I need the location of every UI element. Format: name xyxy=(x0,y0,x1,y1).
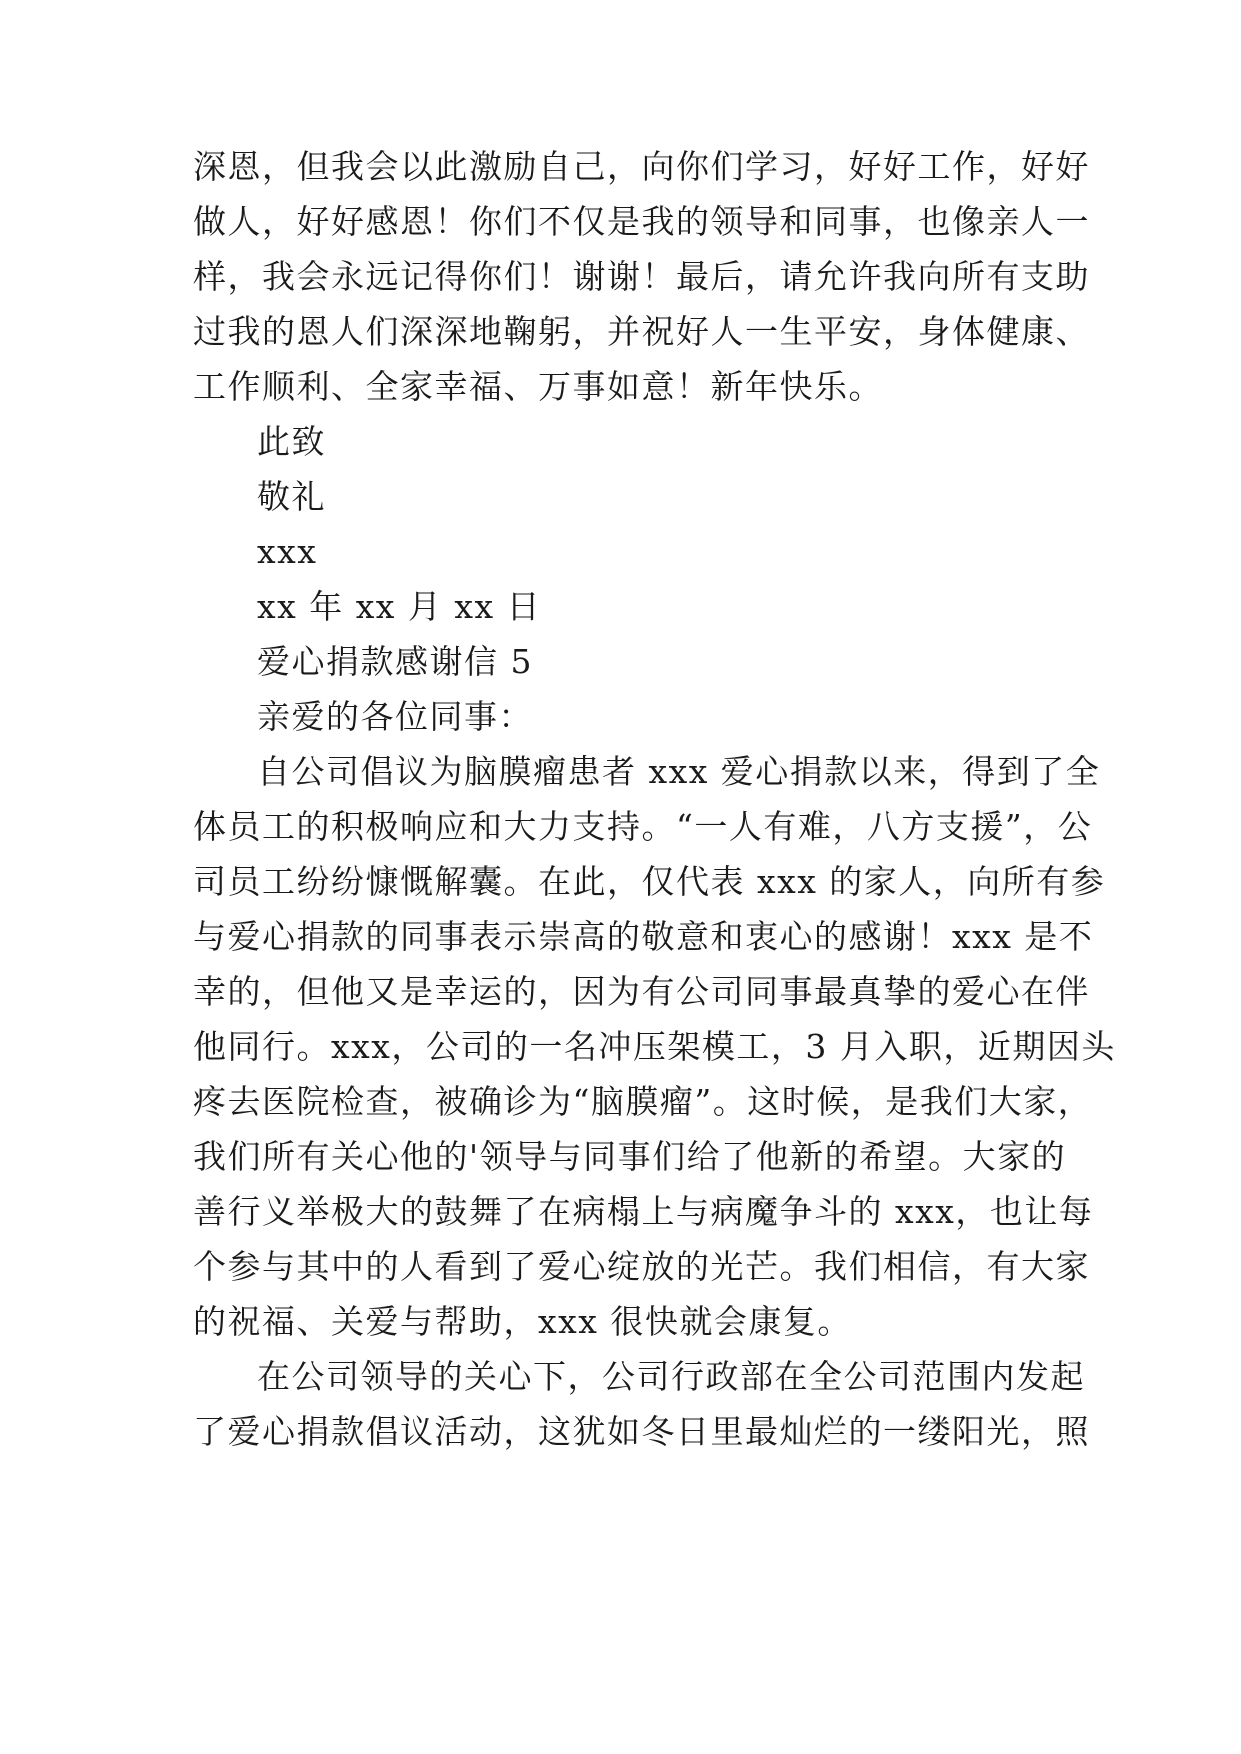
paragraph-line: 自公司倡议为脑膜瘤患者 xxx 爱心捐款以来，得到了全 xyxy=(257,752,1101,791)
paragraph-line: 体员工的积极响应和大力支持。“一人有难，八方支援”，公 xyxy=(193,807,1093,846)
paragraph-line: 他同行。xxx，公司的一名冲压架模工，3 月入职，近期因头 xyxy=(193,1027,1116,1066)
paragraph-line: 深恩，但我会以此激励自己，向你们学习，好好工作，好好 xyxy=(193,147,1090,186)
paragraph-line: 做人，好好感恩！你们不仅是我的领导和同事，也像亲人一 xyxy=(193,202,1090,241)
paragraph-line: 工作顺利、全家幸福、万事如意！新年快乐。 xyxy=(193,367,883,406)
paragraph-line: 与爱心捐款的同事表示崇高的敬意和衷心的感谢！xxx 是不 xyxy=(193,917,1094,956)
paragraph-line: 疼去医院检查，被确诊为“脑膜瘤”。这时候，是我们大家， xyxy=(193,1082,1093,1121)
closing-salutation: 此致 xyxy=(257,422,326,461)
letter-title: 爱心捐款感谢信 5 xyxy=(257,642,533,681)
signature: xxx xyxy=(257,532,318,571)
paragraph-line: 了爱心捐款倡议活动，这犹如冬日里最灿烂的一缕阳光，照 xyxy=(193,1412,1090,1451)
paragraph-line: 个参与其中的人看到了爱心绽放的光芒。我们相信，有大家 xyxy=(193,1247,1090,1286)
letter-salutation: 亲爱的各位同事： xyxy=(257,697,533,736)
paragraph-line: 样，我会永远记得你们！谢谢！最后，请允许我向所有支助 xyxy=(193,257,1090,296)
paragraph-line: 在公司领导的关心下，公司行政部在全公司范围内发起 xyxy=(257,1357,1085,1396)
paragraph-line: 过我的恩人们深深地鞠躬，并祝好人一生平安，身体健康、 xyxy=(193,312,1090,351)
letter-date: xx 年 xx 月 xx 日 xyxy=(257,587,542,626)
closing-regards: 敬礼 xyxy=(257,477,326,516)
paragraph-line: 的祝福、关爱与帮助，xxx 很快就会康复。 xyxy=(193,1302,852,1341)
paragraph-line: 善行义举极大的鼓舞了在病榻上与病魔争斗的 xxx，也让每 xyxy=(193,1192,1094,1231)
paragraph-line: 我们所有关心他的'领导与同事们给了他新的希望。大家的 xyxy=(193,1137,1067,1176)
paragraph-line: 幸的，但他又是幸运的，因为有公司同事最真挚的爱心在伴 xyxy=(193,972,1090,1011)
paragraph-line: 司员工纷纷慷慨解囊。在此，仅代表 xxx 的家人，向所有参 xyxy=(193,862,1106,901)
